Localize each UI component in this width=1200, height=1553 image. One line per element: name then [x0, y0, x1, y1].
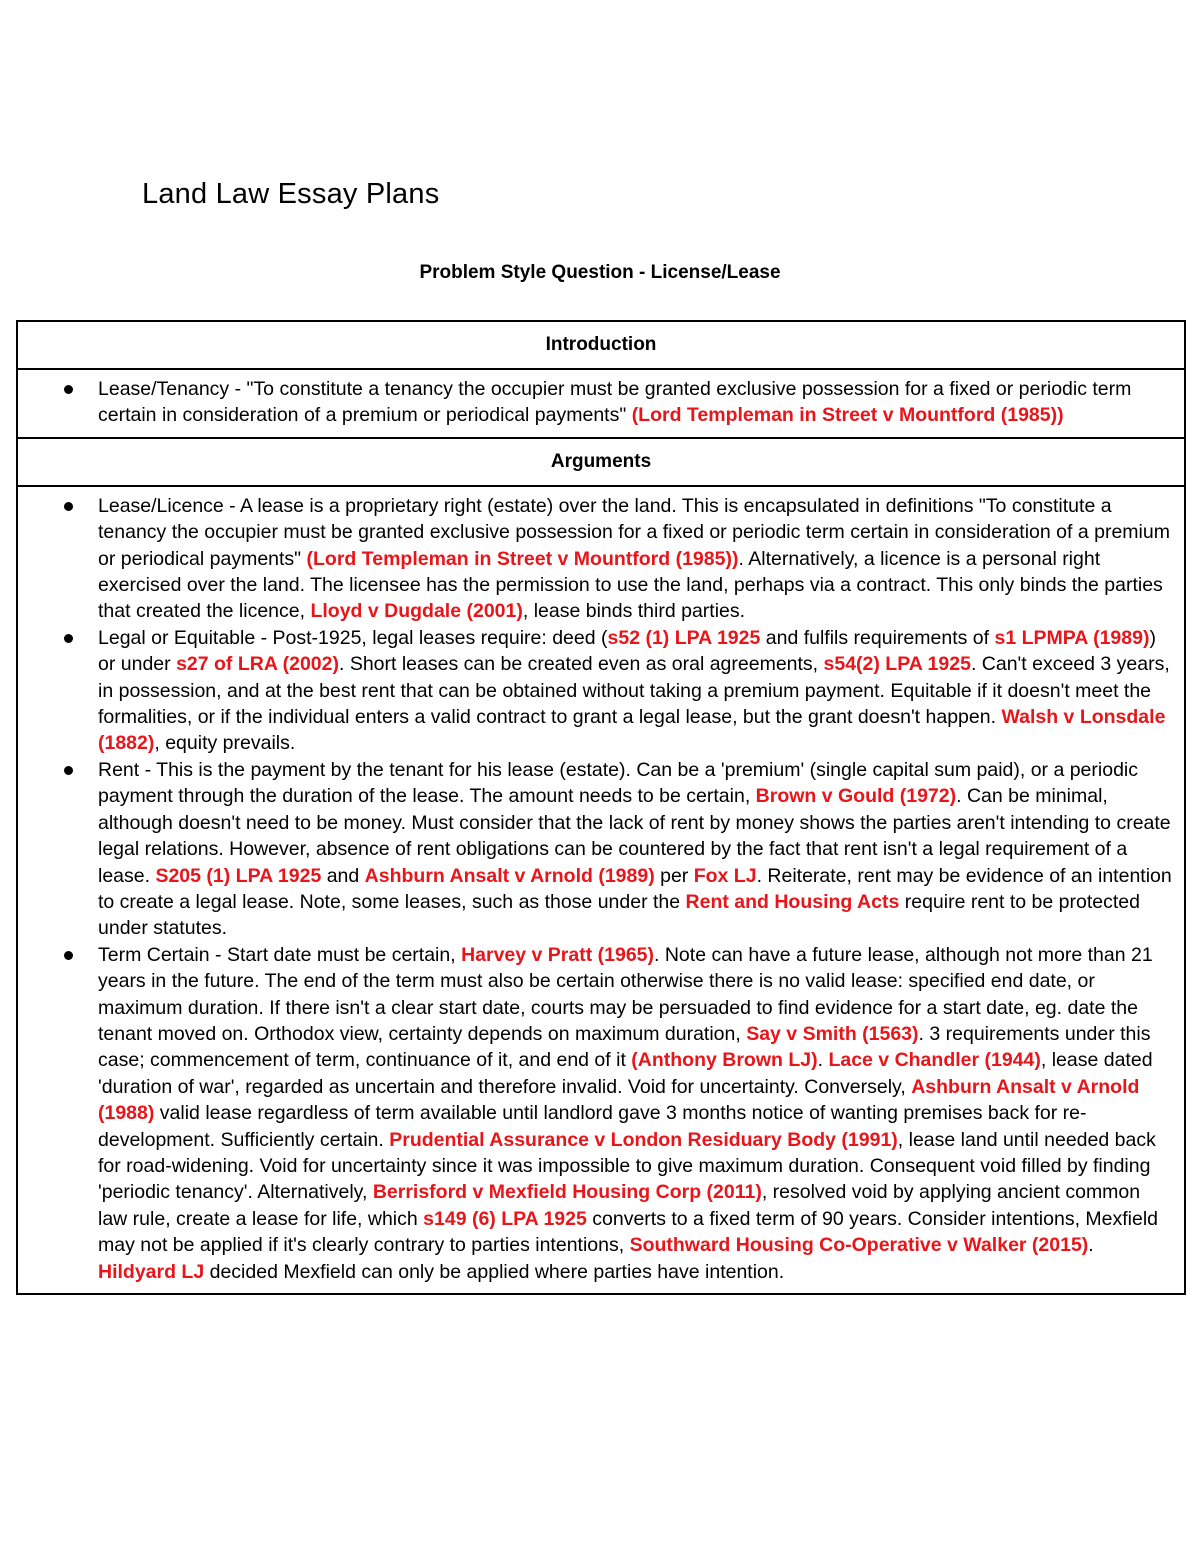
bullet-text: ) or under — [98, 626, 1156, 676]
bullet-text: , lease dated 'duration of war', regarded as uncertain and therefore invalid. Void for uncertainty. Conversely, — [98, 1049, 1153, 1098]
bullet-text: . — [817, 1049, 829, 1072]
case-citation: Walsh v Lonsdale (1882) — [98, 706, 1166, 755]
bullet-text: per — [654, 864, 694, 887]
case-citation: s1 LPMPA (1989) — [994, 626, 1150, 649]
bullet-dot-icon — [64, 951, 73, 960]
case-citation: (Lord Templeman in Street v Mountford (1985)) — [631, 404, 1064, 427]
bullet-text: . Can be minimal, although doesn't need to be money. Must consider that the lack of rent by money shows the parties aren't intending to create legal relations. However, absence of rent obligations can be countered by the fact that rent isn't a legal requirement of a lease. — [98, 785, 1171, 887]
bullet-dot-icon — [64, 502, 73, 511]
bullet-text: . Alternatively, a licence is a personal right exercised over the land. The licensee has the permission to use the land, perhaps via a contract. This only binds the parties that created the licence, — [98, 547, 1163, 623]
bullet-text: and — [321, 864, 365, 887]
bullet-text: require rent to be protected under statutes. — [98, 890, 1140, 940]
bullet-text: , lease land until needed back for road-widening. Void for uncertainty since it was impossible to give maximum duration. Consequent void filled by finding 'periodic tenancy'. Alternatively, — [98, 1128, 1156, 1204]
case-citation: Fox LJ — [693, 864, 757, 887]
case-citation: Rent and Housing Acts — [685, 890, 900, 913]
question-subtitle: Problem Style Question - License/Lease — [419, 262, 781, 283]
bullet-point — [18, 493, 1174, 625]
bullet-text: converts to a fixed term of 90 years. Consider intentions, Mexfield may not be applied if it's clearly contrary to parties intentions, — [98, 1207, 1159, 1257]
section-heading-introduction: Introduction — [18, 322, 1184, 370]
bullet-text: Rent - This is the payment by the tenant for his lease (estate). Can be a 'premium' (single capital sum paid), or a periodic payment through the duration of the lease. The amount needs to be certain, — [98, 758, 1139, 808]
bullet-point — [18, 625, 1174, 757]
case-citation: s149 (6) LPA 1925 — [423, 1207, 587, 1230]
bullet-text: Lease/Licence - A lease is a proprietary right (estate) over the land. This is encapsulated in definitions "To constitute a tenancy the occupier must be granted exclusive possession for a fixed or periodic term certain in consideration of a premium or periodical payments" — [98, 494, 1170, 570]
section-heading-arguments: Arguments — [18, 439, 1184, 487]
case-citation: Brown v Gould (1972) — [755, 785, 957, 808]
bullet-dot-icon — [64, 385, 73, 394]
bullet-text: . Can't exceed 3 years, in possession, and at the best rent that can be obtained without taking a premium payment. Equitable if it doesn't meet the formalities, or if the individual enters a valid contract to grant a legal lease, but the grant doesn't happen. — [98, 653, 1170, 729]
bullet-list — [18, 376, 1174, 429]
bullet-text: , equity prevails. — [154, 732, 296, 755]
bullet-text: . 3 requirements under this case; commencement of term, continuance of it, and end of it — [98, 1022, 1151, 1072]
bullet-text: valid lease regardless of term available until landlord gave 3 months notice of wanting premises back for re-development. Sufficiently certain. — [98, 1102, 1087, 1151]
case-citation: Prudential Assurance v London Residuary Body (1991) — [389, 1128, 898, 1151]
case-citation: Say v Smith (1563) — [746, 1022, 919, 1045]
bullet-point — [18, 376, 1174, 429]
bullet-text: , resolved void by applying ancient common law rule, create a lease for life, which — [98, 1181, 1141, 1230]
case-citation: Southward Housing Co-Operative v Walker (2015) — [629, 1234, 1089, 1257]
bullet-text: and fulfils requirements of — [760, 626, 995, 649]
section-body-arguments — [18, 487, 1184, 1293]
case-citation: Ashburn Ansalt v Arnold (1989) — [364, 864, 655, 887]
case-citation: s52 (1) LPA 1925 — [607, 626, 761, 649]
essay-plan-table — [16, 320, 1186, 1295]
case-citation: Berrisford v Mexfield Housing Corp (2011) — [372, 1181, 762, 1204]
case-citation: Harvey v Pratt (1965) — [461, 943, 655, 966]
bullet-dot-icon — [64, 766, 73, 775]
case-citation: s54(2) LPA 1925 — [823, 653, 971, 676]
case-citation: Ashburn Ansalt v Arnold (1988) — [98, 1075, 1140, 1125]
bullet-text: Lease/Tenancy - "To constitute a tenancy the occupier must be granted exclusive possession for a fixed or periodic term certain in consideration of a premium or periodical payments" — [98, 378, 1132, 427]
bullet-point — [18, 942, 1174, 1285]
bullet-point — [18, 757, 1174, 942]
case-citation: Lace v Chandler (1944) — [828, 1049, 1041, 1072]
bullet-dot-icon — [64, 634, 73, 643]
case-citation: (Anthony Brown LJ) — [631, 1049, 818, 1072]
bullet-list — [18, 493, 1174, 1285]
case-citation: Lloyd v Dugdale (2001) — [310, 600, 523, 623]
case-citation: (Lord Templeman in Street v Mountford (1985)) — [306, 547, 739, 570]
bullet-text: . — [1088, 1234, 1094, 1257]
bullet-text: . Note can have a future lease, although not more than 21 years in the future. The end of the term must also be certain otherwise there is no valid lease: specified end date, or maximum duration. If there isn't a clear start date, courts may be persuaded to find evidence for a start date, eg. date the tenant moved on. Orthodox view, certainty depends on maximum duration, — [98, 943, 1153, 1045]
case-citation: s27 of LRA (2002) — [176, 653, 339, 676]
bullet-text: decided Mexfield can only be applied where parties have intention. — [204, 1260, 785, 1283]
bullet-text: Term Certain - Start date must be certain, — [98, 943, 462, 966]
case-citation: Hildyard LJ — [98, 1260, 205, 1283]
bullet-text: , lease binds third parties. — [522, 600, 746, 623]
bullet-text: . Short leases can be created even as oral agreements, — [338, 653, 824, 676]
case-citation: S205 (1) LPA 1925 — [155, 864, 322, 887]
bullet-text: Legal or Equitable - Post-1925, legal leases require: deed ( — [98, 626, 608, 649]
bullet-text: . Reiterate, rent may be evidence of an intention to create a legal lease. Note, some leases, such as those under the — [98, 864, 1172, 913]
section-body-introduction — [18, 370, 1184, 439]
document-title: Land Law Essay Plans — [142, 178, 440, 210]
